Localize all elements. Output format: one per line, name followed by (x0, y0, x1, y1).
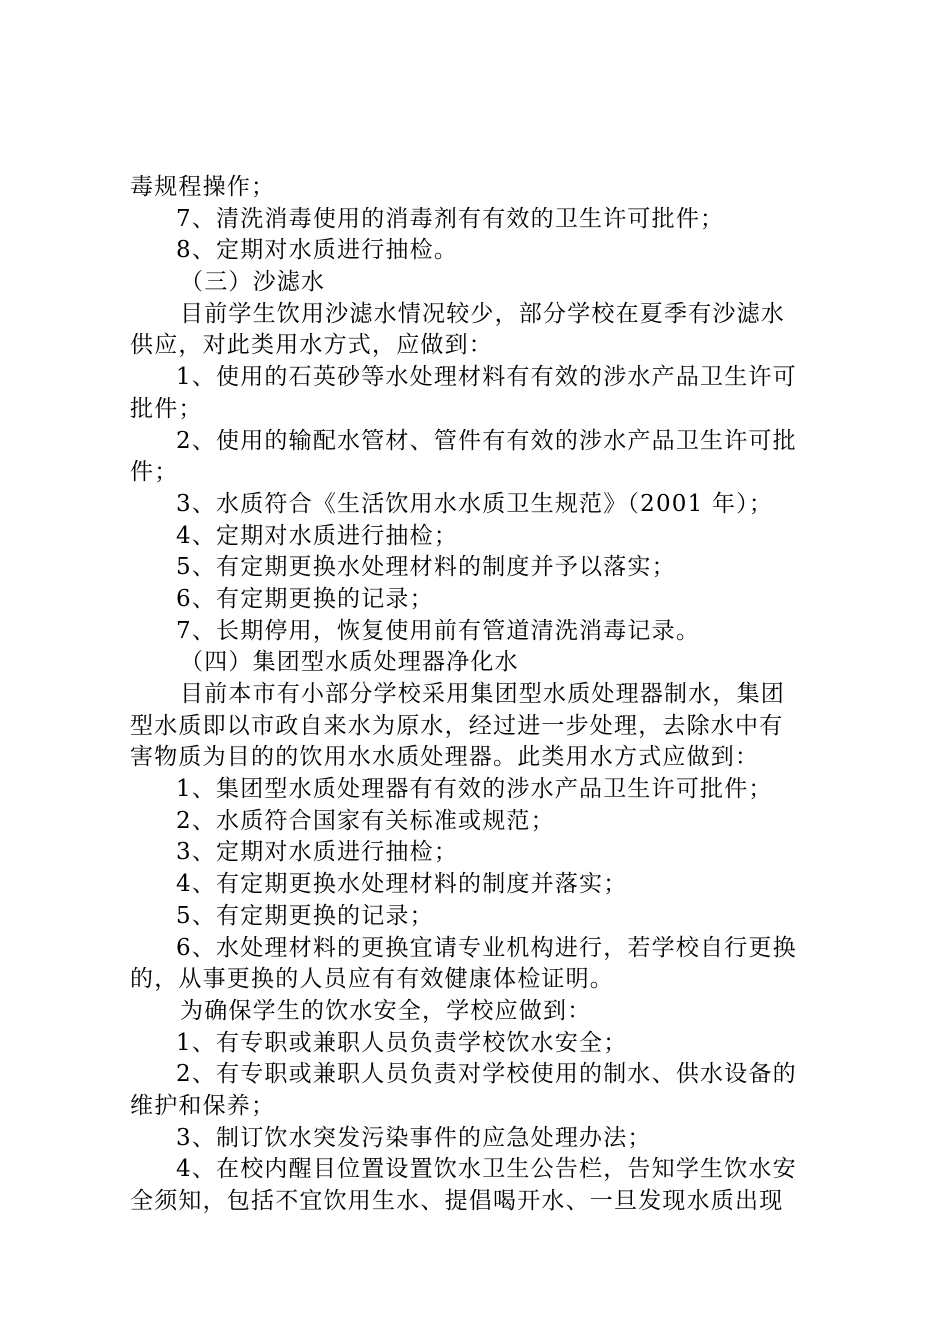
text-line: 维护和保养； (130, 1092, 276, 1119)
text-line: （三）沙滤水 (180, 269, 326, 296)
text-line: 3、制订饮水突发污染事件的应急处理办法； (176, 1124, 652, 1151)
text-line: 4、在校内醒目位置设置饮水卫生公告栏，告知学生饮水安 (176, 1156, 797, 1183)
text-line: 1、使用的石英砂等水处理材料有有效的涉水产品卫生许可 (176, 364, 797, 391)
text-line: 供应，对此类用水方式，应做到： (130, 332, 493, 359)
text-line: 的，从事更换的人员应有有效健康体检证明。 (130, 966, 614, 993)
text-line: 3、定期对水质进行抽检； (176, 839, 459, 866)
text-line: 为确保学生的饮水安全，学校应做到： (180, 997, 592, 1024)
text-line: 批件； (130, 395, 203, 422)
text-line: 2、使用的输配水管材、管件有有效的涉水产品卫生许可批 (176, 427, 797, 454)
text-line: 全须知，包括不宜饮用生水、提倡喝开水、一旦发现水质出现 (130, 1188, 784, 1214)
text-line: 8、定期对水质进行抽检。 (176, 237, 459, 264)
text-line: （四）集团型水质处理器净化水 (180, 649, 519, 676)
text-line: 件； (130, 459, 179, 486)
text-line: 2、水质符合国家有关标准或规范； (176, 807, 555, 834)
text-line: 4、定期对水质进行抽检； (176, 522, 459, 549)
text-line: 7、长期停用，恢复使用前有管道清洗消毒记录。 (176, 617, 701, 644)
text-line: 1、有专职或兼职人员负责学校饮水安全； (176, 1029, 628, 1056)
text-line: 7、清洗消毒使用的消毒剂有有效的卫生许可批件； (176, 205, 725, 232)
document-body (130, 172, 830, 1218)
text-line: 目前学生饮用沙滤水情况较少，部分学校在夏季有沙滤水 (180, 300, 785, 327)
text-line: 6、水处理材料的更换宜请专业机构进行，若学校自行更换 (176, 934, 797, 961)
text-line: 型水质即以市政自来水为原水，经过进一步处理，去除水中有 (130, 712, 784, 739)
text-line: 5、有定期更换的记录； (176, 902, 434, 929)
text-line: 5、有定期更换水处理材料的制度并予以落实； (176, 554, 676, 581)
text-line: 2、有专职或兼职人员负责对学校使用的制水、供水设备的 (176, 1061, 797, 1088)
text-line: 3、水质符合《生活饮用水水质卫生规范》（2001 年）； (176, 490, 774, 517)
text-line: 毒规程操作； (130, 174, 276, 200)
text-line: 目前本市有小部分学校采用集团型水质处理器制水，集团 (180, 681, 785, 707)
text-line: 1、集团型水质处理器有有效的涉水产品卫生许可批件； (176, 776, 773, 803)
text-line: 6、有定期更换的记录； (176, 585, 434, 612)
text-line: 害物质为目的的饮用水水质处理器。此类用水方式应做到： (130, 744, 760, 771)
text-line: 4、有定期更换水处理材料的制度并落实； (176, 871, 628, 898)
